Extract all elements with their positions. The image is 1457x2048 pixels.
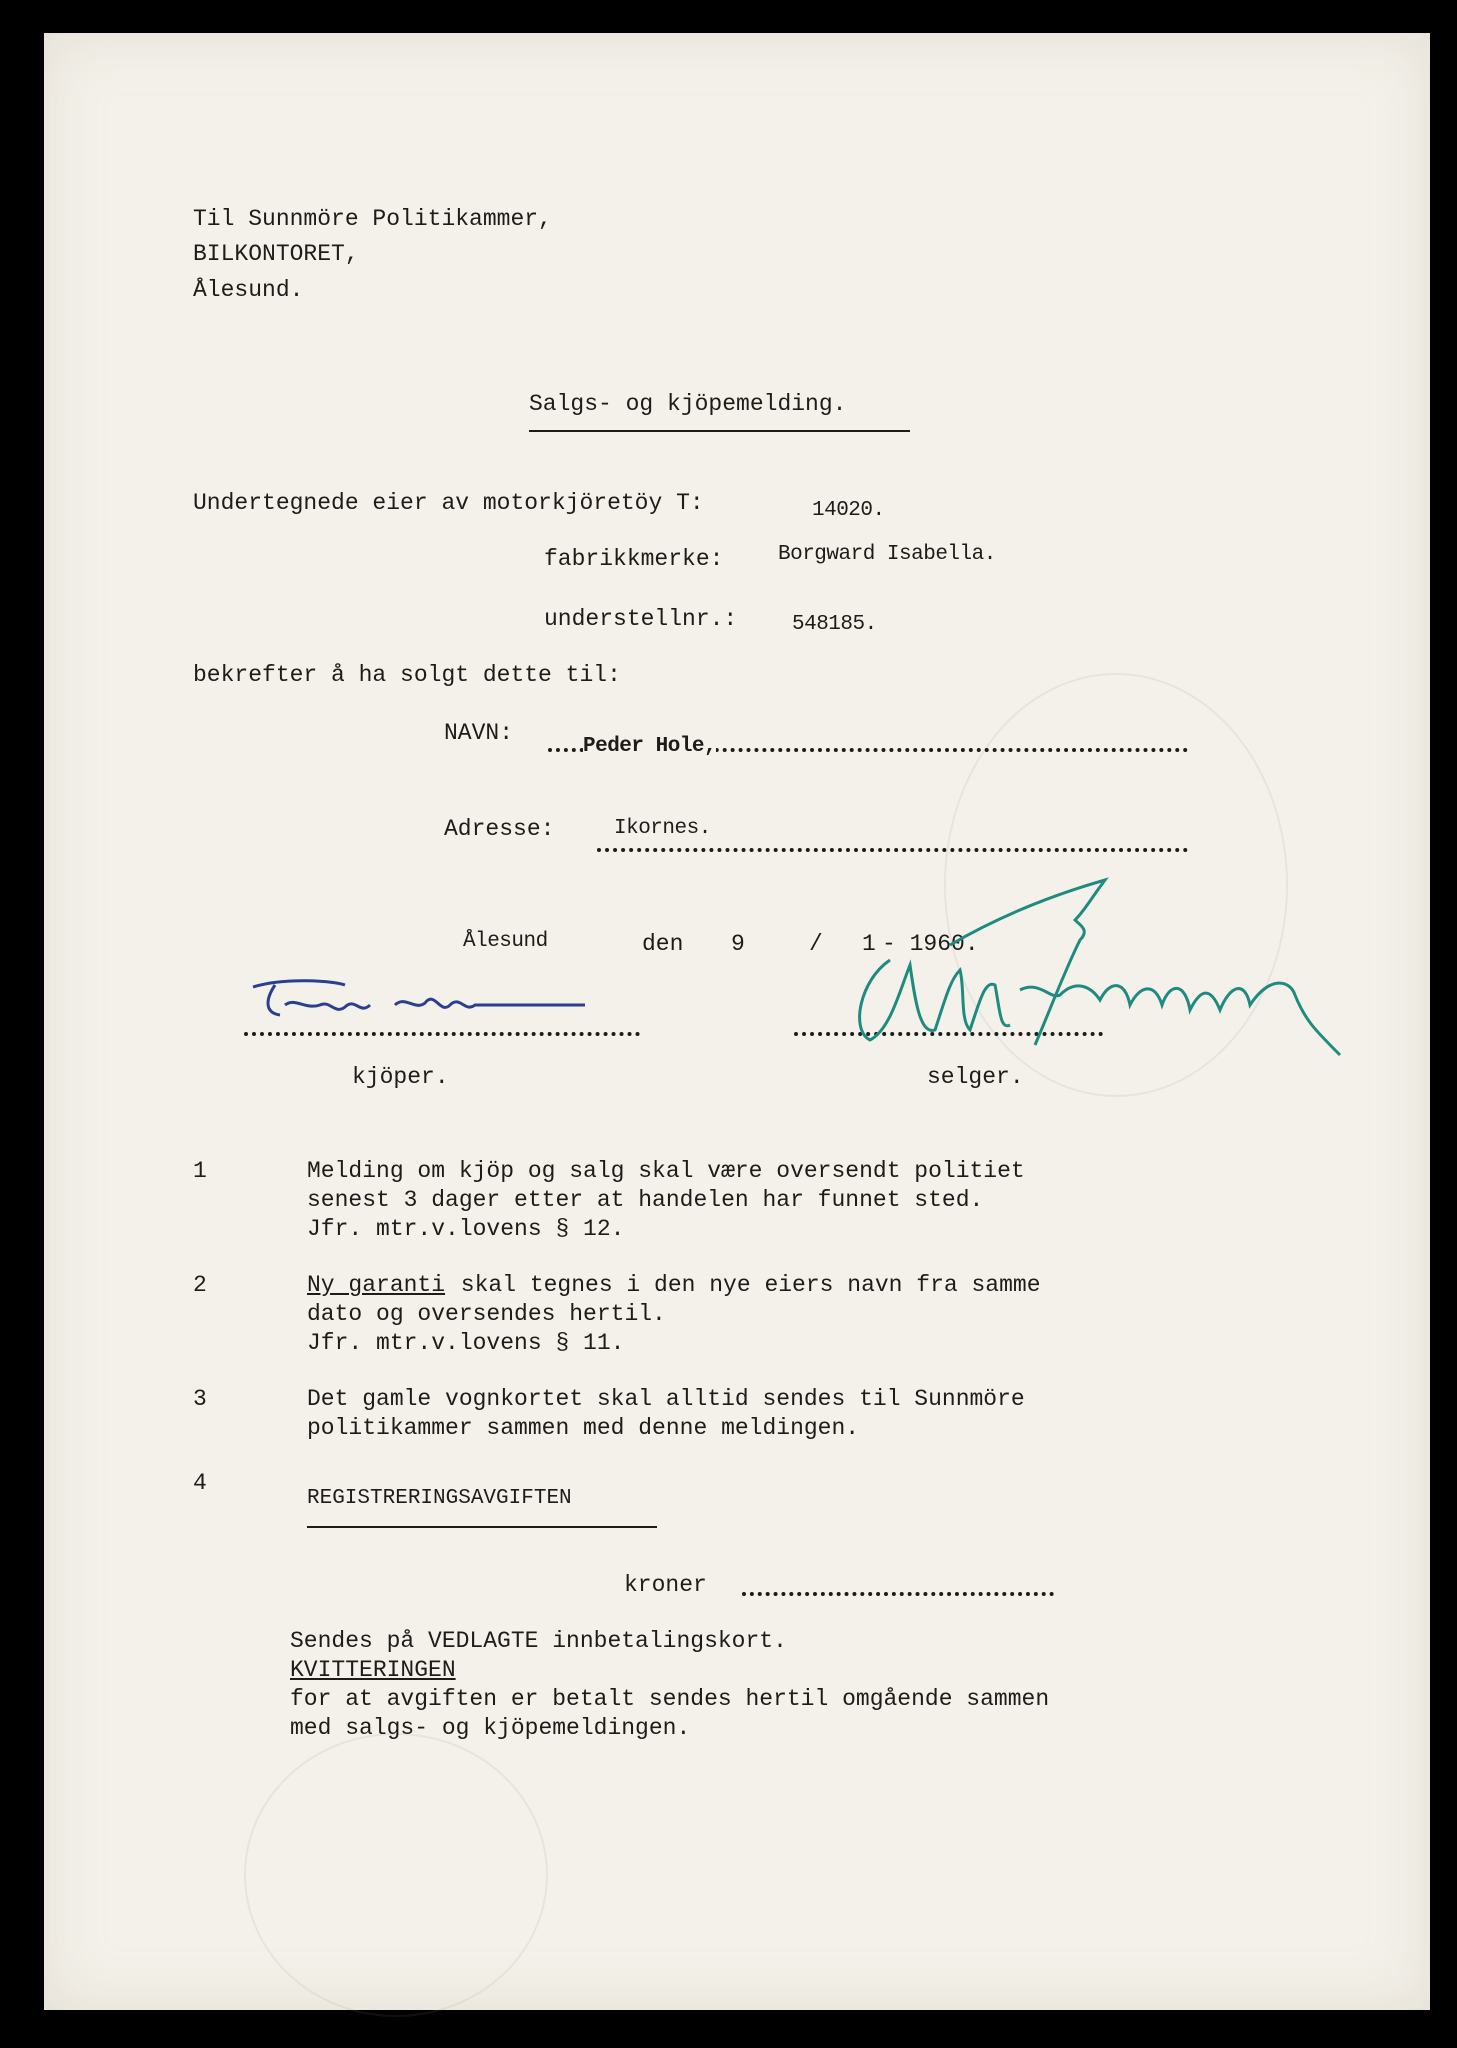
vehicle-make: Borgward Isabella. bbox=[778, 543, 996, 566]
footer-line-1: Sendes på VEDLAGTE innbetalingskort. bbox=[290, 1628, 787, 1654]
item-2-underlined: Ny garanti bbox=[307, 1272, 446, 1298]
name-label: NAVN: bbox=[444, 720, 514, 746]
seller-signature bbox=[850, 870, 1350, 1070]
date-year: - 1960. bbox=[882, 931, 979, 957]
item-number: 4 bbox=[193, 1470, 207, 1496]
buyer-name: Peder Hole, bbox=[583, 735, 717, 758]
confirm-text: bekrefter å ha solgt dette til: bbox=[193, 662, 621, 688]
item-4-heading: REGISTRERINGSAVGIFTEN bbox=[307, 1487, 572, 1510]
date-separator: / bbox=[809, 931, 823, 957]
footer-line-3: for at avgiften er betalt sendes hertil omgående sammen bbox=[290, 1686, 1050, 1712]
date-month: 1 bbox=[862, 931, 876, 957]
footer-line-4: med salgs- og kjöpemeldingen. bbox=[290, 1715, 691, 1741]
recipient-line-3: Ålesund. bbox=[193, 277, 304, 303]
heading-underline bbox=[307, 1526, 657, 1528]
make-label: fabrikkmerke: bbox=[544, 546, 724, 572]
owner-label: Undertegnede eier av motorkjöretöy T: bbox=[193, 490, 704, 516]
chassis-label: understellnr.: bbox=[544, 606, 738, 632]
date-place: Ålesund bbox=[463, 930, 548, 953]
item-number: 2 bbox=[193, 1272, 207, 1298]
address-label: Adresse: bbox=[444, 816, 555, 842]
date-day: 9 bbox=[731, 931, 745, 957]
registration-number: 14020. bbox=[812, 499, 885, 522]
item-2-line-1: skal tegnes i den nye eiers navn fra samme bbox=[447, 1272, 1041, 1298]
footer-line-2: KVITTERINGEN bbox=[290, 1657, 456, 1683]
item-2-line-2: dato og oversendes hertil. bbox=[307, 1301, 666, 1327]
watermark-seal bbox=[244, 1733, 548, 2017]
recipient-line-1: Til Sunnmöre Politikammer, bbox=[193, 206, 552, 232]
kroner-label: kroner bbox=[624, 1572, 707, 1598]
item-3-line-1: Det gamle vognkortet skal alltid sendes til Sunnmöre bbox=[307, 1386, 1025, 1412]
date-den: den bbox=[642, 931, 684, 957]
item-number: 3 bbox=[193, 1386, 207, 1412]
kroner-dotted-line bbox=[742, 1592, 1054, 1596]
buyer-address: Ikornes. bbox=[614, 817, 711, 840]
seller-label: selger. bbox=[927, 1064, 1024, 1090]
title-underline bbox=[529, 430, 910, 432]
document-title: Salgs- og kjöpemelding. bbox=[529, 391, 847, 417]
item-1-line-1: Melding om kjöp og salg skal være oversendt politiet bbox=[307, 1158, 1025, 1184]
buyer-label: kjöper. bbox=[352, 1064, 449, 1090]
item-3-line-2: politikammer sammen med denne meldingen. bbox=[307, 1415, 860, 1441]
item-1-line-3: Jfr. mtr.v.lovens § 12. bbox=[307, 1216, 625, 1242]
chassis-number: 548185. bbox=[792, 613, 877, 636]
item-number: 1 bbox=[193, 1158, 207, 1184]
item-1-line-2: senest 3 dager etter at handelen har funnet sted. bbox=[307, 1187, 984, 1213]
address-dotted-line bbox=[597, 848, 1188, 852]
item-2-line-3: Jfr. mtr.v.lovens § 11. bbox=[307, 1330, 625, 1356]
recipient-line-2: BILKONTORET, bbox=[193, 241, 359, 267]
buyer-signature bbox=[245, 975, 595, 1035]
